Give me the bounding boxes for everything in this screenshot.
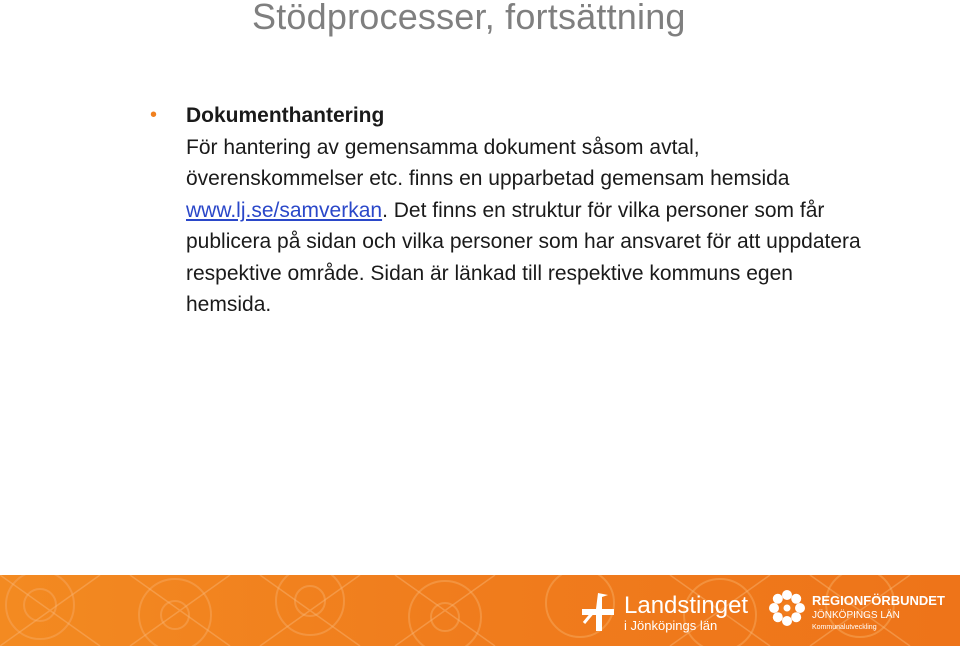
footer-banner (0, 575, 960, 646)
slide-title: Stödprocesser, fortsättning (252, 0, 686, 37)
bullet-item (150, 100, 870, 321)
bullet-text-after-link: . Det finns en struktur för vilka personer som får publicera på sidan och vilka personer som har ansvaret för att uppdatera respektive område. Sidan är länkad till respektive kommuns egen hemsida. (186, 198, 861, 316)
landstinget-cross-icon (578, 593, 618, 633)
regionforbundet-name: REGIONFÖRBUNDET (812, 593, 945, 608)
regionforbundet-logo (768, 589, 945, 633)
regionforbundet-sub: JÖNKÖPINGS LÄN (812, 610, 900, 621)
samverkan-link[interactable]: www.lj.se/samverkan (186, 198, 383, 222)
regionforbundet-sub2: Kommunalutveckling (812, 624, 877, 631)
slide-content (150, 100, 870, 321)
landstinget-sub: i Jönköpings län (624, 618, 718, 633)
bullet-body (186, 100, 870, 321)
bullet-dot-icon: • (150, 104, 158, 126)
bullet-heading: Dokumenthantering (186, 104, 385, 127)
landstinget-logo (578, 593, 748, 633)
landstinget-name: Landstinget (624, 592, 749, 619)
bullet-text-before-link: För hantering av gemensamma dokument såsom avtal, överenskommelser etc. finns en upparbetad gemensam hemsida (186, 135, 790, 190)
flower-emblem-icon (768, 589, 806, 627)
